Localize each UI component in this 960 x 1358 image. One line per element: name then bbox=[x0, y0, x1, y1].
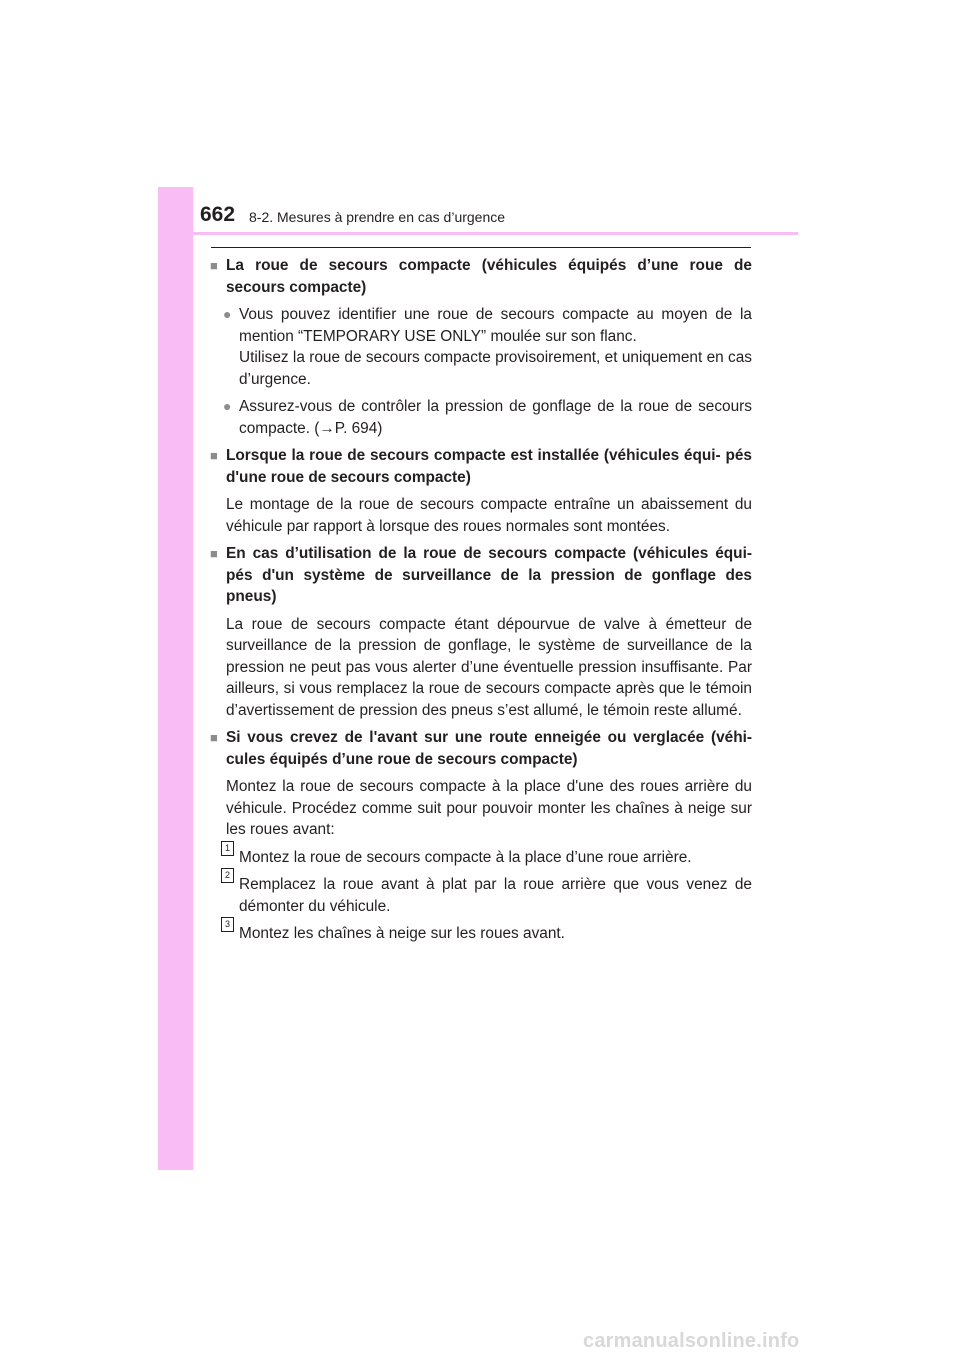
section-body: Le montage de la roue de secours compacte entraîne un abaissement du véhicule par rapport à lorsque des roues normales sont montées. bbox=[226, 496, 752, 535]
step-text: Montez la roue de secours compacte à la place d’une roue arrière. bbox=[239, 848, 692, 866]
bullet-line: Assurez-vous de contrôler la pression de gonflage de la roue de secours compacte. (→P. 694) bbox=[239, 398, 752, 437]
circle-bullet-icon: ● bbox=[223, 398, 232, 414]
running-head: 8-2. Mesures à prendre en cas d’urgence bbox=[249, 209, 506, 225]
sidebar-tab bbox=[158, 187, 193, 1170]
step-number-badge: 1 bbox=[221, 841, 234, 856]
section-body: Montez la roue de secours compacte à la place d'une des roues arrière du véhicule. Procédez comme suit pour pouvoir monter les chaînes à neige sur les roues avant: bbox=[226, 778, 752, 838]
bullet-line: Utilisez la roue de secours compacte provisoirement, et uniquement en cas d’urgence. bbox=[239, 349, 752, 388]
page-number: 662 bbox=[200, 203, 236, 226]
watermark: carmanualsonline.info bbox=[583, 1330, 800, 1352]
step-text: Remplacez la roue avant à plat par la roue arrière que vous venez de démonter du véhicule. bbox=[239, 876, 752, 915]
section-heading: ■ La roue de secours compacte (véhicules équipés d’une roue de secours compacte) bbox=[210, 255, 752, 298]
section-rule bbox=[211, 247, 751, 248]
page-content bbox=[210, 255, 752, 951]
square-bullet-icon: ■ bbox=[210, 258, 218, 273]
section-snow-chains bbox=[210, 727, 752, 945]
section-compact-spare bbox=[210, 255, 752, 439]
step-item bbox=[221, 919, 752, 945]
step-item bbox=[221, 870, 752, 917]
section-heading: ■ Si vous crevez de l'avant sur une route enneigée ou verglacée (véhi- cules équipés d’une roue de secours compacte) bbox=[210, 727, 752, 770]
square-bullet-icon: ■ bbox=[210, 448, 218, 463]
step-item bbox=[221, 842, 752, 869]
bullet-line: Vous pouvez identifier une roue de secours compacte au moyen de la mention “TEMPORARY USE ONLY” moulée sur son flanc. bbox=[239, 306, 752, 345]
circle-bullet-icon: ● bbox=[223, 306, 232, 322]
step-text: Montez les chaînes à neige sur les roues avant. bbox=[239, 925, 565, 942]
header-band bbox=[158, 232, 798, 235]
step-number-badge: 2 bbox=[221, 868, 234, 883]
step-number-badge: 3 bbox=[221, 917, 234, 932]
square-bullet-icon: ■ bbox=[210, 730, 218, 745]
section-tpms bbox=[210, 543, 752, 721]
section-heading: ■ En cas d’utilisation de la roue de secours compacte (véhicules équi- pés d'un système de surveillance de la pression de gonflage des pneus) bbox=[210, 543, 752, 608]
section-heading: ■ Lorsque la roue de secours compacte est installée (véhicules équi- pés d'une roue de secours compacte) bbox=[210, 445, 752, 488]
square-bullet-icon: ■ bbox=[210, 546, 218, 561]
bullet-item bbox=[223, 396, 752, 439]
bullet-item bbox=[223, 304, 752, 390]
section-installed bbox=[210, 445, 752, 537]
section-body: La roue de secours compacte étant dépourvue de valve à émetteur de surveillance de la pression de gonflage, le système de surveillance de la pression ne peut pas vous alerter d’une éventuelle pression insuffisante. Par ailleurs, si vous remplacez la roue de secours compacte après que le témoin d’avertissement de pression des pneus s’est allumé, le témoin reste allumé. bbox=[226, 615, 752, 719]
